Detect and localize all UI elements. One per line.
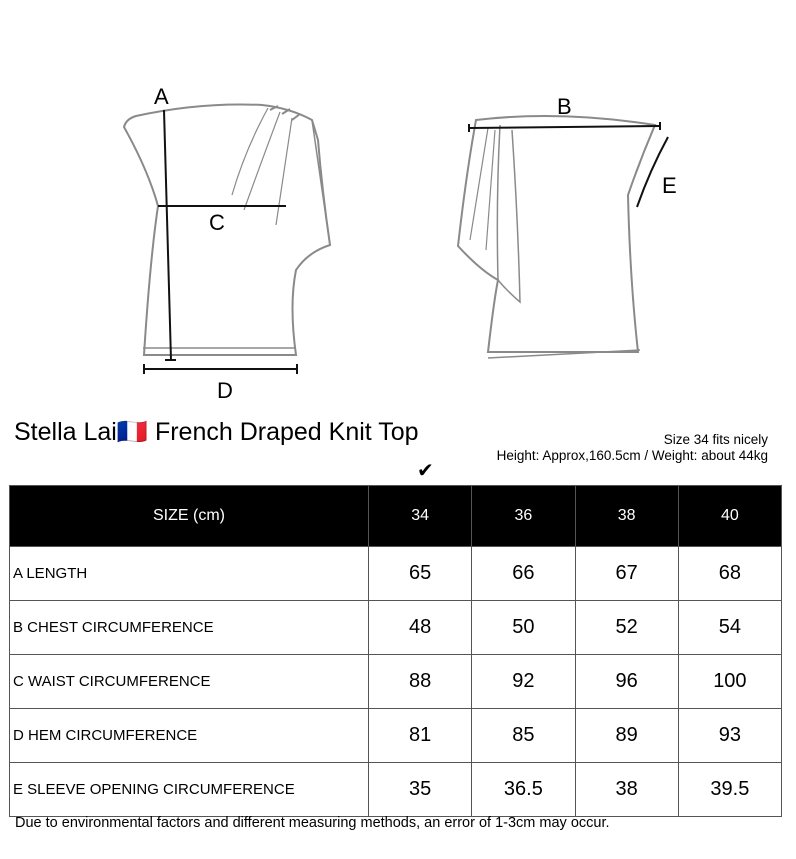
table-cell: 50: [472, 601, 575, 655]
row-label: C WAIST CIRCUMFERENCE: [10, 655, 369, 709]
size-table: [9, 485, 782, 817]
table-cell: 48: [369, 601, 472, 655]
product-name: French Draped Knit Top: [148, 418, 419, 446]
row-label: A LENGTH: [10, 547, 369, 601]
row-label: D HEM CIRCUMFERENCE: [10, 709, 369, 763]
table-cell: 89: [575, 709, 678, 763]
table-cell: 68: [678, 547, 781, 601]
table-cell: 52: [575, 601, 678, 655]
header-size-36: 36: [472, 486, 575, 547]
fit-note-model: Height: Approx,160.5cm / Weight: about 44kg: [496, 448, 768, 463]
table-cell: 93: [678, 709, 781, 763]
header-size-34: 34: [369, 486, 472, 547]
garment-diagram: [0, 0, 796, 410]
table-row: [10, 763, 782, 817]
garment-front-icon: [124, 104, 330, 355]
check-icon: ✔: [417, 460, 434, 482]
table-cell: 85: [472, 709, 575, 763]
label-d: D: [217, 378, 233, 403]
table-cell: 96: [575, 655, 678, 709]
table-cell: 100: [678, 655, 781, 709]
table-cell: 65: [369, 547, 472, 601]
measure-lines-front: [144, 110, 297, 374]
header-size-label: SIZE (cm): [10, 486, 369, 547]
fit-note: [497, 432, 768, 464]
product-title: [14, 418, 419, 447]
table-cell: 39.5: [678, 763, 781, 817]
label-a: A: [154, 84, 169, 109]
table-row: [10, 709, 782, 763]
fit-note-size: Size 34 fits nicely: [663, 432, 768, 447]
table-cell: 35: [369, 763, 472, 817]
header-size-38: 38: [575, 486, 678, 547]
brand-name: Stella Lai: [14, 418, 117, 446]
table-cell: 36.5: [472, 763, 575, 817]
table-cell: 54: [678, 601, 781, 655]
table-row: [10, 601, 782, 655]
table-cell: 92: [472, 655, 575, 709]
table-cell: 88: [369, 655, 472, 709]
table-cell: 38: [575, 763, 678, 817]
label-c: C: [209, 210, 225, 235]
table-cell: 67: [575, 547, 678, 601]
row-label: B CHEST CIRCUMFERENCE: [10, 601, 369, 655]
label-e: E: [662, 173, 677, 198]
footnote: Due to environmental factors and different measuring methods, an error of 1-3cm may occur.: [15, 815, 610, 831]
table-row: [10, 655, 782, 709]
table-header-row: [10, 486, 782, 547]
table-row: [10, 547, 782, 601]
table-cell: 66: [472, 547, 575, 601]
table-cell: 81: [369, 709, 472, 763]
garment-back-icon: [458, 116, 655, 358]
header-size-40: 40: [678, 486, 781, 547]
label-b: B: [557, 94, 572, 119]
french-flag-icon: 🇫🇷: [116, 418, 148, 446]
row-label: E SLEEVE OPENING CIRCUMFERENCE: [10, 763, 369, 817]
